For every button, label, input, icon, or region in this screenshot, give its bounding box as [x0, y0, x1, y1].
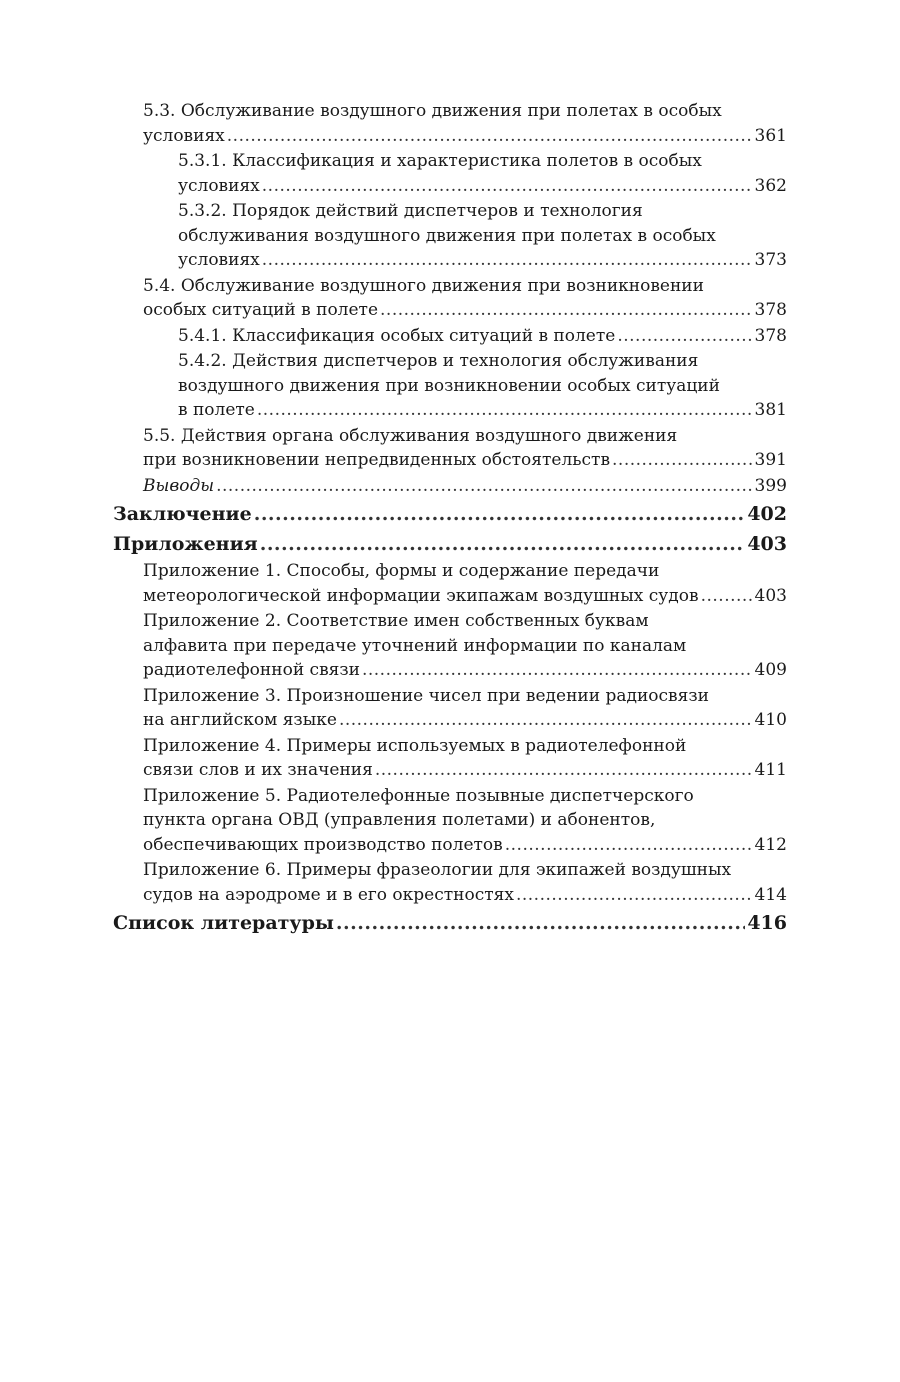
toc-entry-last-line — [143, 758, 787, 783]
toc-entry-title-line: судов на аэродроме и в его окрестностях — [143, 884, 514, 905]
toc-entry-title-line: метеорологической информации экипажам воздушных судов — [143, 585, 699, 606]
toc-entry-title-line: алфавита при передаче уточнений информации по каналам — [143, 635, 687, 656]
toc-entry-last-line — [143, 448, 787, 473]
toc-entry[interactable] — [113, 609, 787, 683]
page-number: 403 — [754, 585, 787, 606]
table-of-contents — [113, 99, 787, 938]
toc-entry[interactable] — [113, 684, 787, 733]
toc-entry[interactable] — [113, 149, 787, 198]
toc-entry-title-line: пункта органа ОВД (управления полетами) и абонентов, — [143, 810, 656, 830]
dot-leader — [516, 883, 753, 908]
toc-entry[interactable] — [113, 559, 787, 608]
toc-entry-title-line: Приложение 4. Примеры используемых в радиотелефонной — [143, 735, 687, 756]
dot-leader — [260, 529, 746, 559]
toc-entry-title-line: при возникновении непредвиденных обстоятельств — [143, 450, 611, 470]
toc-entry-last-line — [178, 324, 787, 349]
toc-entry-last-line — [143, 298, 787, 323]
page-number: 362 — [754, 175, 787, 196]
toc-entry-title-line: обеспечивающих производство полетов — [143, 834, 503, 855]
toc-entry-title-line: радиотелефонной связи — [143, 660, 360, 680]
dot-leader — [505, 833, 753, 858]
toc-entry[interactable] — [113, 324, 787, 349]
toc-entry-title-line: Выводы — [143, 475, 215, 496]
toc-entry-title-line: условиях — [178, 250, 260, 270]
dot-leader — [375, 758, 753, 783]
page-number: 373 — [754, 250, 787, 270]
toc-entry-title-line: условиях — [178, 175, 260, 196]
dot-leader — [216, 474, 752, 499]
toc-entry-title-line: Приложение 2. Соответствие имен собственных буквам — [143, 611, 649, 631]
toc-entry-title-line: в полете — [178, 400, 255, 420]
page-number: 414 — [754, 884, 787, 905]
dot-leader — [362, 658, 753, 683]
toc-entry[interactable] — [113, 499, 787, 529]
toc-entry[interactable] — [113, 199, 787, 273]
toc-entry-title-line: воздушного движения при возникновении особых ситуаций — [178, 375, 720, 396]
toc-entry-last-line — [113, 499, 787, 529]
toc-entry-last-line — [113, 908, 787, 938]
toc-entry[interactable] — [113, 908, 787, 938]
toc-entry[interactable] — [113, 424, 787, 473]
toc-entry-title-line: 5.3. Обслуживание воздушного движения при полетах в особых — [143, 101, 722, 121]
toc-entry-title-line: 5.5. Действия органа обслуживания воздушного движения — [143, 425, 678, 446]
toc-entry-title-line: Заключение — [113, 503, 252, 525]
toc-entry-title-line: 5.4. Обслуживание воздушного движения при возникновении — [143, 275, 704, 296]
toc-entry-last-line — [178, 248, 787, 273]
toc-entry[interactable] — [113, 274, 787, 323]
dot-leader — [380, 298, 753, 323]
toc-entry-last-line — [143, 474, 787, 499]
toc-entry-title-line: связи слов и их значения — [143, 760, 373, 780]
toc-entry-title-line: Приложение 3. Произношение чисел при ведении радиосвязи — [143, 685, 709, 706]
page-number: 416 — [747, 912, 787, 934]
toc-entry-last-line — [143, 833, 787, 858]
page-number: 378 — [754, 300, 787, 320]
page-number: 402 — [747, 503, 787, 525]
page-number: 410 — [754, 710, 787, 730]
toc-entry-title-line: 5.3.1. Классификация и характеристика полетов в особых — [178, 151, 702, 171]
toc-entry[interactable] — [113, 858, 787, 907]
toc-entry[interactable] — [113, 99, 787, 148]
dot-leader — [612, 448, 753, 473]
toc-entry-title-line: 5.4.1. Классификация особых ситуаций в полете — [178, 325, 616, 346]
dot-leader — [262, 174, 753, 199]
page-number: 391 — [754, 450, 787, 470]
toc-entry[interactable] — [113, 474, 787, 499]
toc-entry-title-line: 5.3.2. Порядок действий диспетчеров и технология — [178, 201, 643, 221]
dot-leader — [254, 499, 746, 529]
toc-entry-last-line — [113, 529, 787, 559]
page-number: 361 — [754, 125, 787, 146]
toc-entry-title-line: Приложение 5. Радиотелефонные позывные диспетчерского — [143, 785, 694, 806]
toc-entry-last-line — [143, 708, 787, 733]
toc-entry[interactable] — [113, 349, 787, 423]
toc-entry-title-line: условиях — [143, 125, 225, 146]
dot-leader — [336, 908, 745, 938]
dot-leader — [701, 584, 753, 609]
toc-entry-title-line: Приложение 6. Примеры фразеологии для экипажей воздушных — [143, 860, 732, 880]
dot-leader — [227, 124, 753, 149]
dot-leader — [617, 324, 752, 349]
page-number: 381 — [754, 400, 787, 420]
toc-entry-title-line: Приложения — [113, 533, 258, 555]
toc-entry-last-line — [143, 584, 787, 609]
toc-entry[interactable] — [113, 784, 787, 858]
page-number: 409 — [754, 660, 787, 680]
toc-entry-title-line: Приложение 1. Способы, формы и содержание передачи — [143, 561, 660, 581]
toc-entry-last-line — [178, 398, 787, 423]
dot-leader — [339, 708, 753, 733]
toc-entry-title-line: особых ситуаций в полете — [143, 300, 379, 320]
toc-entry-title-line: обслуживания воздушного движения при полетах в особых — [178, 225, 716, 246]
dot-leader — [262, 248, 753, 273]
dot-leader — [257, 398, 753, 423]
toc-entry-last-line — [143, 883, 787, 908]
toc-entry[interactable] — [113, 734, 787, 783]
toc-entry-title-line: 5.4.2. Действия диспетчеров и технология обслуживания — [178, 351, 699, 371]
page-number: 412 — [754, 834, 787, 855]
toc-entry-last-line — [143, 124, 787, 149]
page-number: 403 — [747, 533, 787, 555]
toc-entry-title-line: Список литературы — [113, 912, 334, 934]
toc-entry-last-line — [143, 658, 787, 683]
toc-entry-last-line — [178, 174, 787, 199]
page-number: 399 — [754, 475, 787, 496]
toc-entry-title-line: на английском языке — [143, 710, 337, 730]
page-number: 378 — [754, 325, 787, 346]
page-number: 411 — [754, 760, 787, 780]
toc-entry[interactable] — [113, 529, 787, 559]
